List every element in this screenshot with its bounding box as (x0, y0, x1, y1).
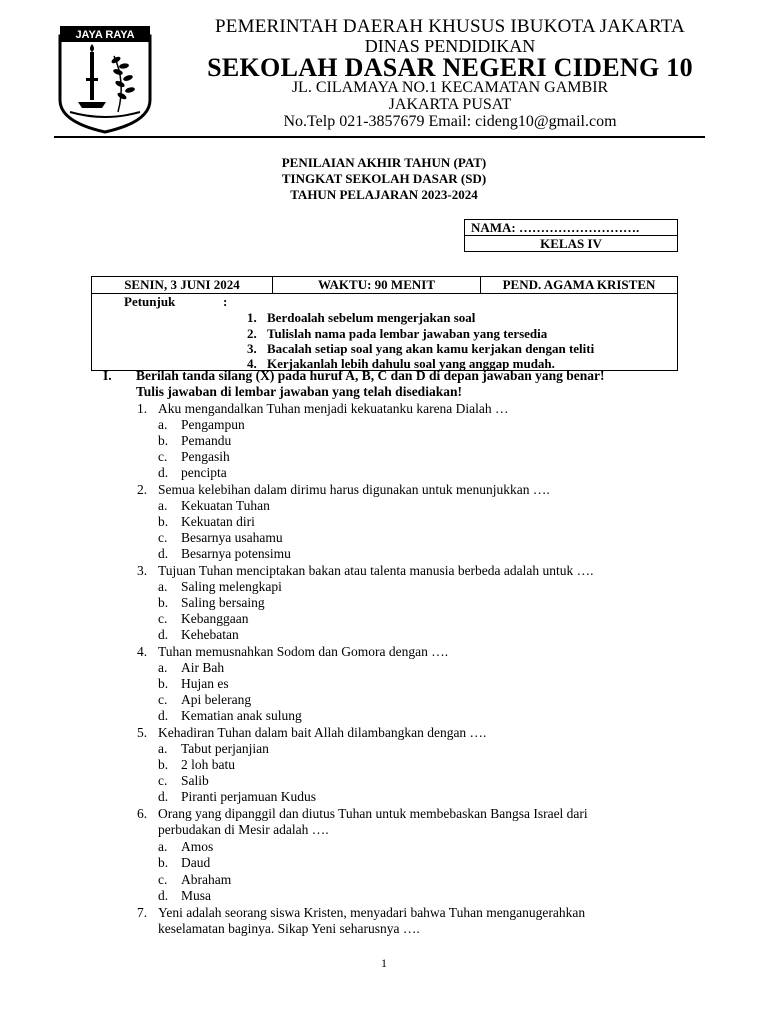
section-instruction: Berilah tanda silang (X) pada huruf A, B, C dan D di depan jawaban yang benar! (136, 368, 605, 383)
option-text: Salib (181, 773, 209, 788)
instruction-item (247, 341, 594, 357)
question-number: 4. (137, 644, 148, 659)
exam-day: SENIN, 3 JUNI 2024 (92, 277, 273, 293)
option-letter: d. (158, 546, 169, 561)
logo-text: JAYA RAYA (75, 29, 135, 41)
option-text: Tabut perjanjian (181, 741, 269, 756)
option-letter: a. (158, 660, 168, 675)
question-text-continued: keselamatan baginya. Sikap Yeni seharusnya …. (158, 921, 420, 936)
option-letter: a. (158, 579, 168, 594)
option-letter: c. (158, 872, 168, 887)
option-letter: b. (158, 676, 169, 691)
option-letter: b. (158, 595, 169, 610)
page-number: 1 (381, 956, 387, 970)
name-box (464, 219, 678, 252)
option-letter: c. (158, 530, 168, 545)
option-text: Api belerang (181, 692, 252, 707)
option-text: Pemandu (181, 433, 232, 448)
option-text: Hujan es (181, 676, 229, 691)
option-letter: a. (158, 741, 168, 756)
instruction-text: Bacalah setiap soal yang akan kamu kerjakan dengan teliti (267, 341, 595, 356)
option-letter: a. (158, 417, 168, 432)
option-letter: c. (158, 773, 168, 788)
option-text: Kekuatan Tuhan (181, 498, 270, 513)
option-letter: d. (158, 627, 169, 642)
option-text: Kehebatan (181, 627, 239, 642)
instruction-item (247, 310, 475, 326)
option-letter: a. (158, 498, 168, 513)
option-text: Daud (181, 855, 211, 870)
option-text: Kebanggaan (181, 611, 249, 626)
exam-title: PENILAIAN AKHIR TAHUN (PAT) (281, 155, 487, 170)
option-letter: c. (158, 449, 168, 464)
letterhead-government: PEMERINTAH DAERAH KHUSUS IBUKOTA JAKARTA (215, 16, 685, 37)
question-number: 6. (137, 806, 148, 821)
option-text: Pengasih (181, 449, 230, 464)
question-text: Tujuan Tuhan menciptakan bakan atau talenta manusia berbeda adalah untuk …. (158, 563, 594, 578)
option-text: Besarnya potensimu (181, 546, 291, 561)
question-number: 1. (137, 401, 148, 416)
option-text: Besarnya usahamu (181, 530, 283, 545)
instruction-text: Berdoalah sebelum mengerjakan soal (267, 310, 476, 325)
question-text: Kehadiran Tuhan dalam bait Allah dilambangkan dengan …. (158, 725, 487, 740)
question-text: Semua kelebihan dalam dirimu harus digunakan untuk menunjukkan …. (158, 482, 550, 497)
instruction-text: Tulislah nama pada lembar jawaban yang tersedia (267, 326, 548, 341)
option-text: Abraham (181, 872, 232, 887)
option-text: Kekuatan diri (181, 514, 255, 529)
exam-time: WAKTU: 90 MENIT (273, 277, 481, 293)
option-letter: c. (158, 611, 168, 626)
instruction-text: Kerjakanlah lebih dahulu soal yang anggap mudah. (267, 356, 555, 371)
option-text: pencipta (181, 465, 227, 480)
section-number: I. (103, 368, 112, 383)
exam-subject: PEND. AGAMA KRISTEN (502, 277, 656, 292)
class-label: KELAS IV (465, 235, 677, 251)
question-number: 5. (137, 725, 148, 740)
question-number: 3. (137, 563, 148, 578)
option-letter: a. (158, 839, 168, 854)
question-text: Aku mengandalkan Tuhan menjadi kekuatanku karena Dialah … (158, 401, 509, 416)
option-letter: b. (158, 757, 169, 772)
question-number: 2. (137, 482, 148, 497)
exam-info-table (91, 276, 678, 371)
instructions-colon: : (223, 294, 228, 309)
question-number: 7. (137, 905, 148, 920)
option-letter: d. (158, 708, 169, 723)
question-text-continued: perbudakan di Mesir adalah …. (158, 822, 329, 837)
instruction-number: 2. (247, 326, 257, 341)
jaya-raya-logo (56, 22, 154, 134)
instructions-block (92, 294, 677, 370)
question-text: Tuhan memusnahkan Sodom dan Gomora dengan …. (158, 644, 449, 659)
question-text: Orang yang dipanggil dan diutus Tuhan untuk membebaskan Bangsa Israel dari (158, 806, 588, 821)
exam-year: TAHUN PELAJARAN 2023-2024 (290, 187, 478, 202)
letterhead-school-name: SEKOLAH DASAR NEGERI CIDENG 10 (207, 53, 693, 82)
letterhead-department: DINAS PENDIDIKAN (364, 36, 536, 56)
letterhead-divider (54, 136, 705, 138)
option-text: Saling bersaing (181, 595, 265, 610)
option-letter: b. (158, 855, 169, 870)
option-text: Kematian anak sulung (181, 708, 302, 723)
instruction-number: 3. (247, 341, 257, 356)
letterhead-address: JL. CILAMAYA NO.1 KECAMATAN GAMBIR (291, 79, 609, 96)
option-letter: d. (158, 789, 169, 804)
question-text: Yeni adalah seorang siswa Kristen, menyadari bahwa Tuhan menganugerahkan (158, 905, 586, 920)
option-text: Air Bah (181, 660, 225, 675)
name-field: NAMA: ………………………. (471, 220, 640, 235)
option-text: Piranti perjamuan Kudus (181, 789, 316, 804)
option-text: Saling melengkapi (181, 579, 282, 594)
section-instruction-2: Tulis jawaban di lembar jawaban yang telah disediakan! (136, 384, 462, 399)
option-letter: d. (158, 465, 169, 480)
option-text: 2 loh batu (181, 757, 235, 772)
instruction-item (247, 326, 547, 342)
option-text: Musa (181, 888, 211, 903)
instruction-number: 1. (247, 310, 257, 325)
option-letter: b. (158, 433, 169, 448)
option-letter: d. (158, 888, 169, 903)
instruction-number: 4. (247, 356, 257, 371)
letterhead-contact: No.Telp 021-3857679 Email: cideng10@gmail.com (283, 113, 617, 130)
option-text: Pengampun (181, 417, 245, 432)
option-letter: c. (158, 692, 168, 707)
option-letter: b. (158, 514, 169, 529)
exam-info-header (92, 277, 677, 294)
letterhead-city: JAKARTA PUSAT (388, 96, 512, 113)
exam-level: TINGKAT SEKOLAH DASAR (SD) (281, 171, 487, 186)
option-text: Amos (181, 839, 214, 854)
instructions-label: Petunjuk (124, 294, 176, 309)
